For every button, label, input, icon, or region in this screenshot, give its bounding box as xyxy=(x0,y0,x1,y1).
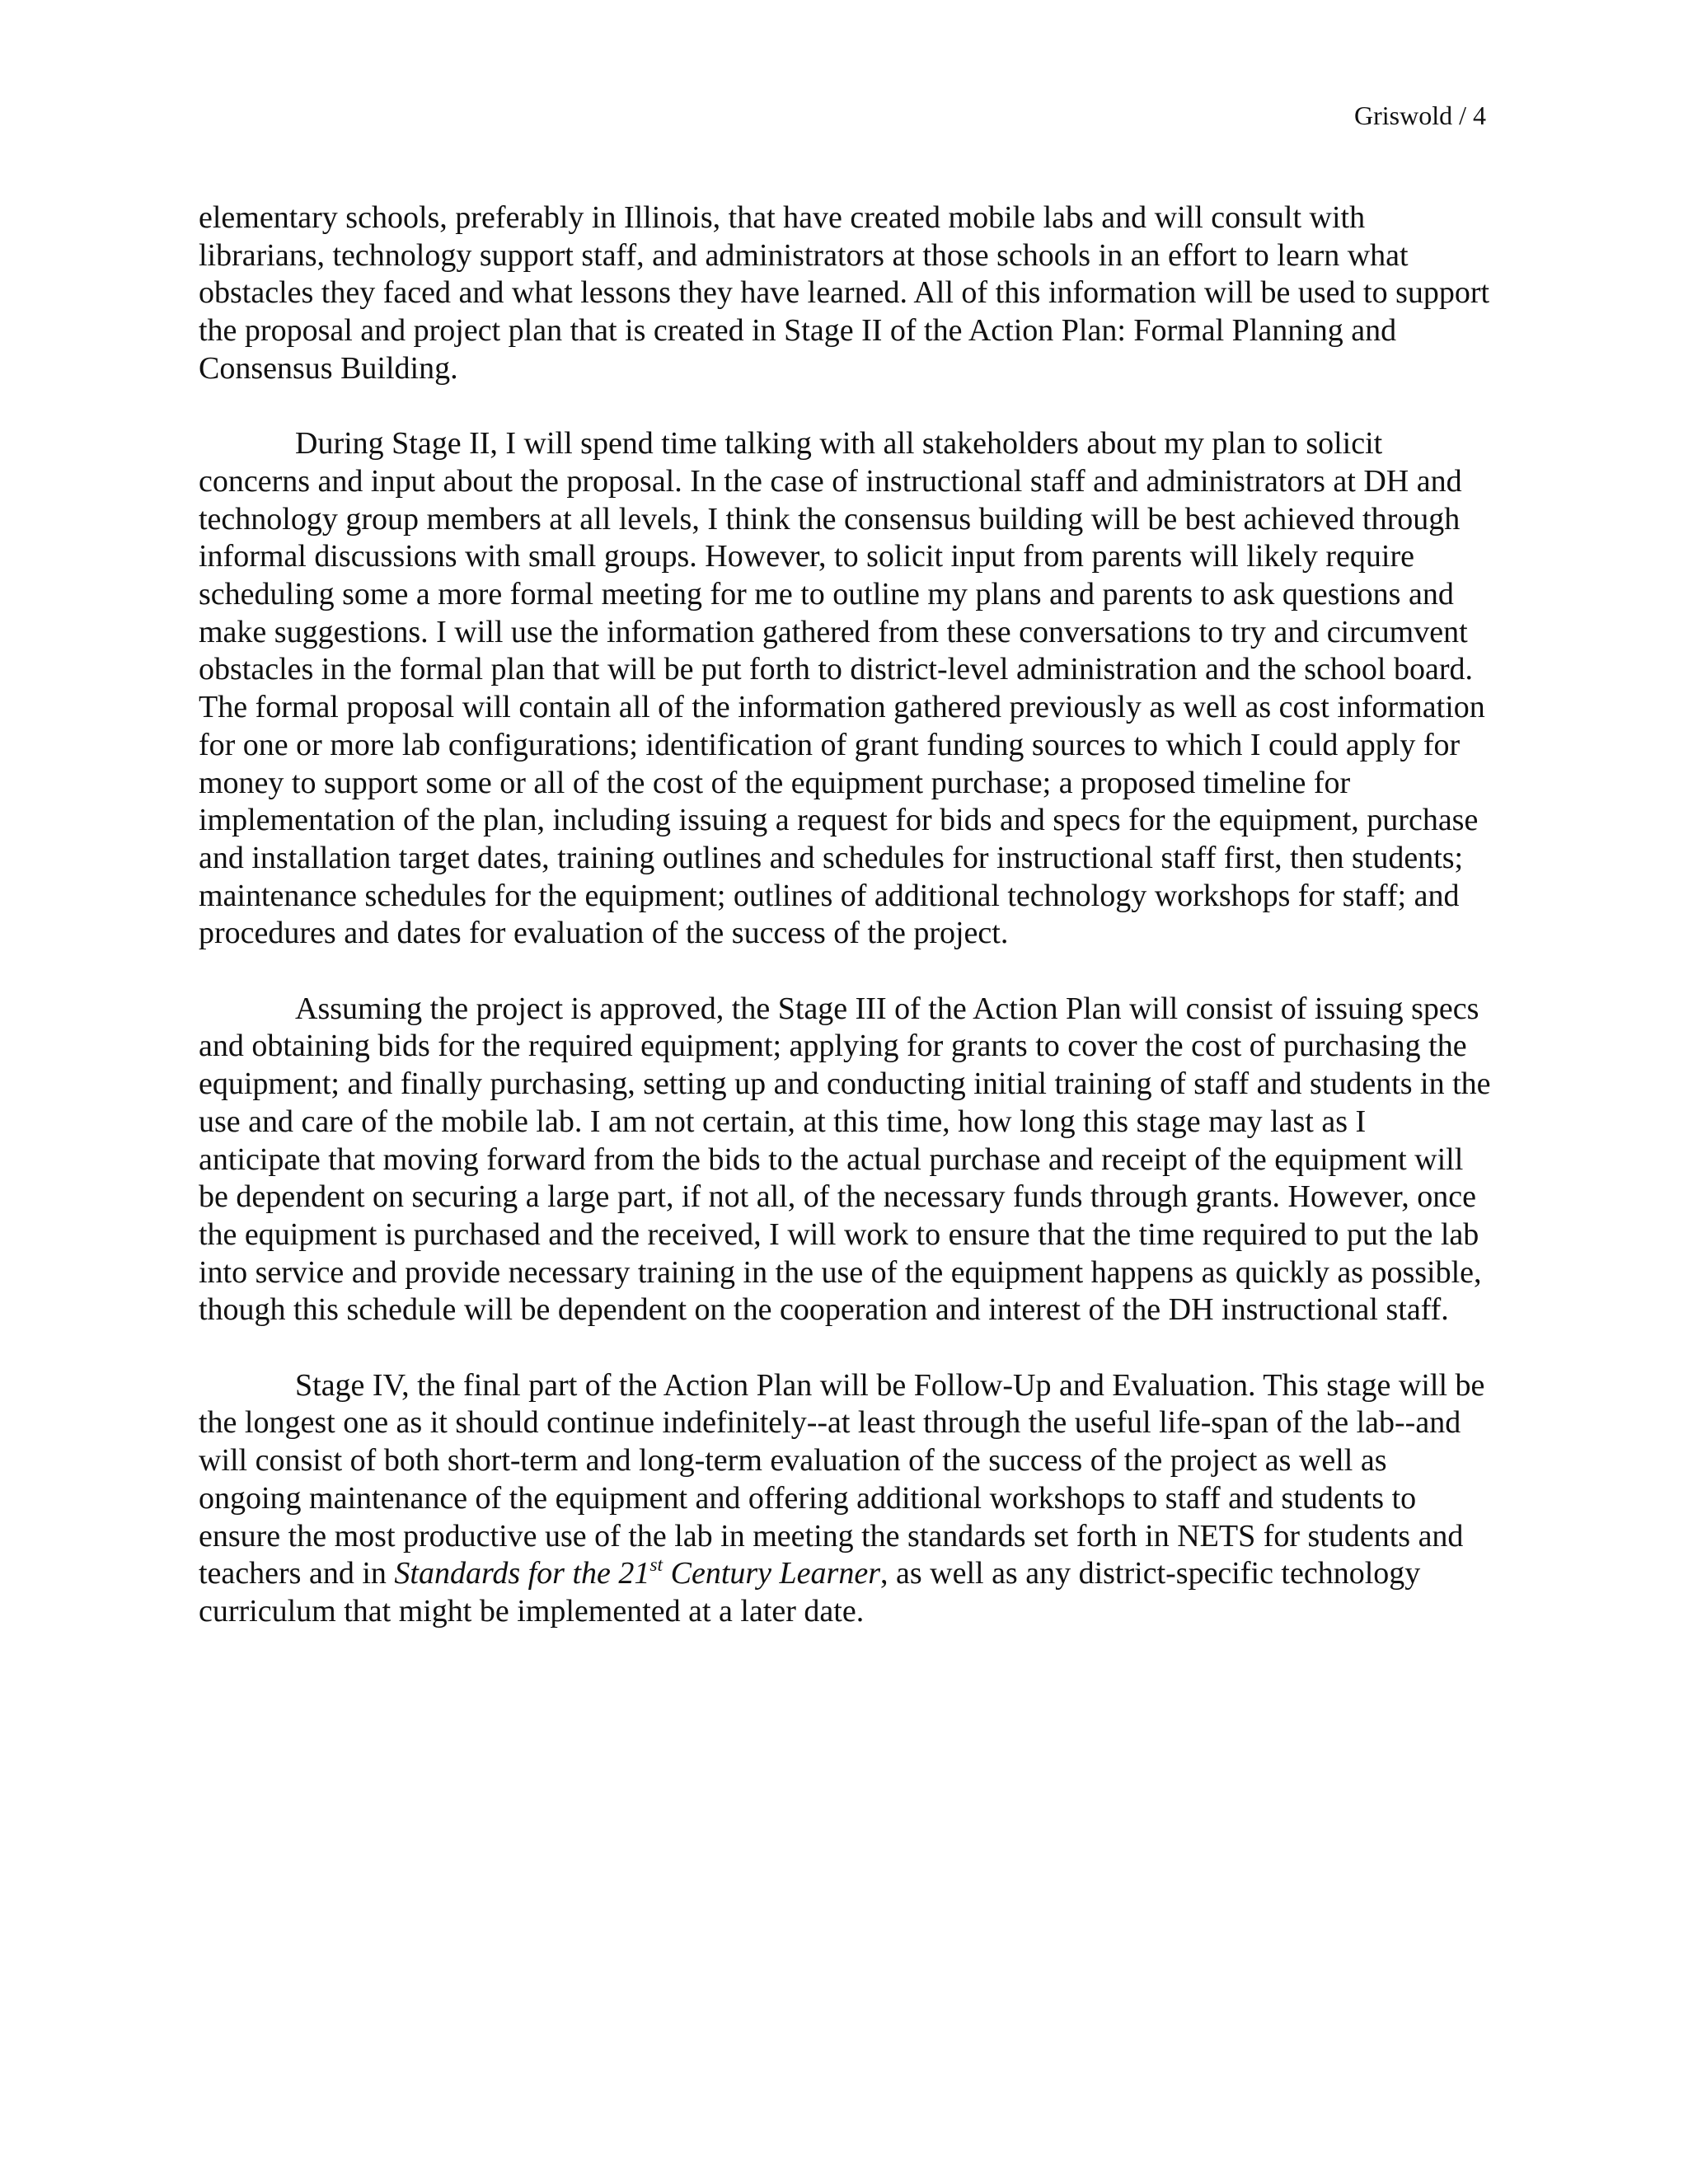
paragraph-stage-three: Assuming the project is approved, the Stage III of the Action Plan will consist of issuing specs and obtaining bids for the required equipment; applying for grants to cover the cost of purchasing the equipment; and finally purchasing, setting up and conducting initial training of staff and students in the use and care of the mobile lab. I am not certain, at this time, how long this stage may last as I anticipate that moving forward from the bids to the actual purchase and receipt of the equipment will be dependent on securing a large part, if not all, of the necessary funds through grants. However, once the equipment is purchased and the received, I will work to ensure that the time required to put the lab into service and provide necessary training in the use of the equipment happens as quickly as possible, though this schedule will be dependent on the cooperation and interest of the DH instructional staff. xyxy=(199,991,1491,1328)
paragraph-stage-one-continued: elementary schools, preferably in Illinois, that have created mobile labs and will consult with librarians, technology support staff, and administrators at those schools in an effort to learn what obstacles they faced and what lessons they have learned. All of this information will be used to support the proposal and project plan that is created in Stage II of the Action Plan: Formal Planning and Consensus Building. xyxy=(199,200,1490,386)
paragraph-stage-two: During Stage II, I will spend time talking with all stakeholders about my plan to solicit concerns and input about the proposal. In the case of instructional staff and administrators at DH and technology group members at all levels, I think the consensus building will be best achieved through informal discussions with small groups. However, to solicit input from parents will likely require scheduling some a more formal meeting for me to outline my plans and parents to ask questions and make suggestions. I will use the information gathered from these conversations to try and circumvent obstacles in the formal plan that will be put forth to district-level administration and the school board. The formal proposal will contain all of the information gathered previously as well as cost information for one or more lab configurations; identification of grant funding sources to which I could apply for money to support some or all of the cost of the equipment purchase; a proposed timeline for implementation of the plan, including issuing a request for bids and specs for the equipment, purchase and installation target dates, training outlines and schedules for instructional staff first, then students; maintenance schedules for the equipment; outlines of additional technology workshops for staff; and procedures and dates for evaluation of the success of the project. xyxy=(199,426,1485,951)
paragraph-stage-four-text-end: , as well as any district-specific technology curriculum that might be implemented at a later date. xyxy=(199,1556,1421,1629)
running-header: Griswold / 4 xyxy=(1354,101,1486,130)
standards-title-part-2: Century Learner xyxy=(663,1556,880,1591)
standards-title xyxy=(394,1556,880,1591)
paragraph-stage-four-text-start: Stage IV, the final part of the Action Plan will be Follow-Up and Evaluation. This stage will be the longest one as it should continue indefinitely--at least through the useful life-span of the lab--and will consist of both short-term and long-term evaluation of the success of the project as well as ongoing maintenance of the equipment and offering additional workshops to staff and students to ensure the most productive use of the lab in meeting the standards set forth in NETS for students and teachers and in xyxy=(199,1367,1485,1591)
standards-title-part-1: Standards for the 21 xyxy=(394,1556,650,1591)
ordinal-superscript: st xyxy=(649,1554,663,1576)
body-text xyxy=(199,199,1493,1631)
paragraph-stage-four xyxy=(199,1367,1493,1631)
